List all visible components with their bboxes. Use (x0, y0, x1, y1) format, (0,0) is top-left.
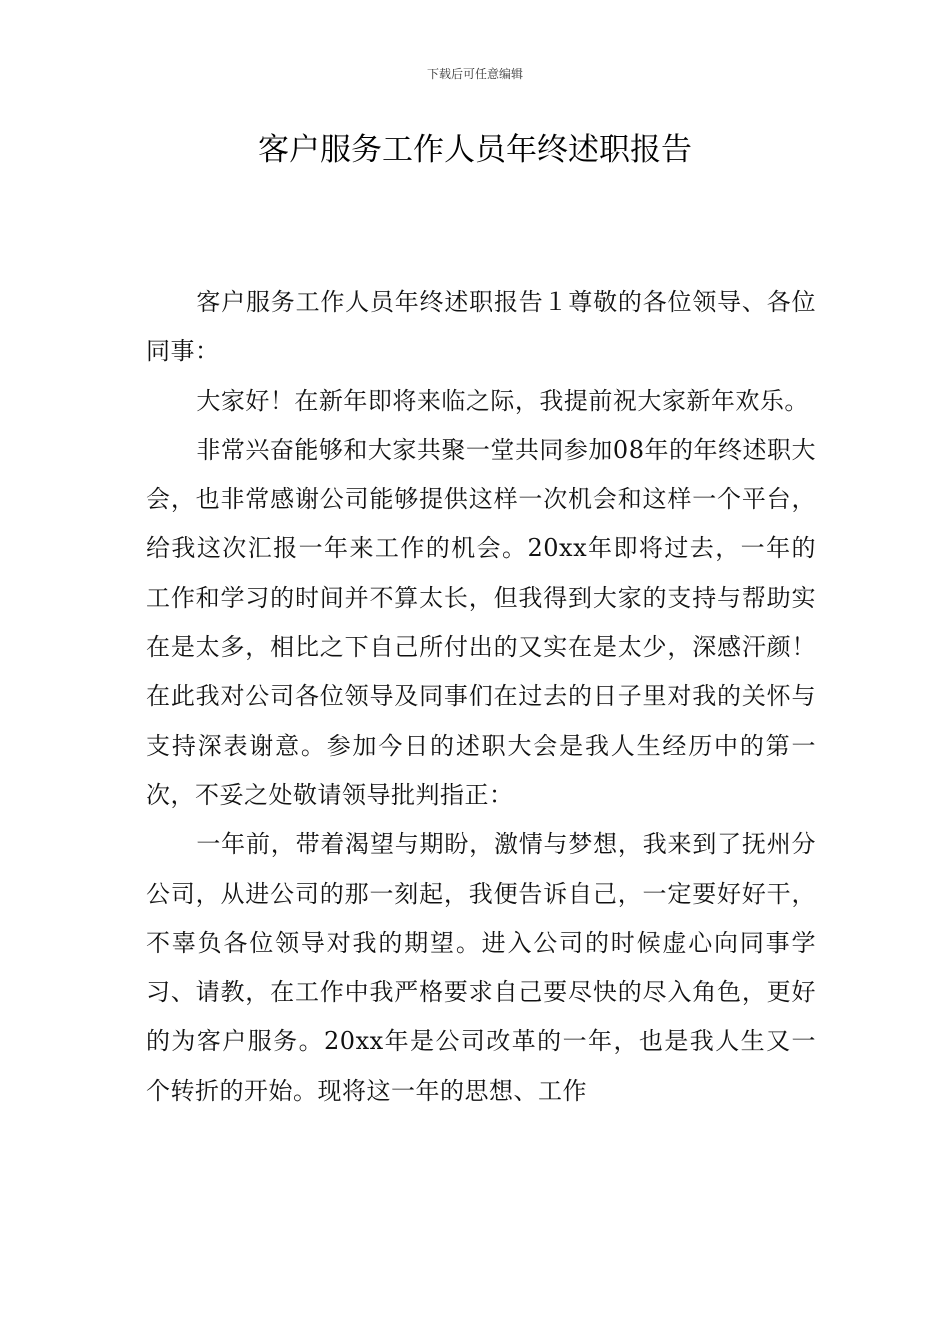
header-note: 下载后可任意编辑 (426, 67, 523, 81)
document-body (146, 278, 816, 1116)
paragraph-thanks: 非常兴奋能够和大家共聚一堂共同参加08年的年终述职大会，也非常感谢公司能够提供这样一次机会和这样一个平台，给我这次汇报一年来工作的机会。20xx年即将过去，一年的工作和学习的时间并不算太长，但我得到大家的支持与帮助实在是太多，相比之下自己所付出的又实在是太少，深感汗颜！在此我对公司各位领导及同事们在过去的日子里对我的关怀与支持深表谢意。参加今日的述职大会是我人生经历中的第一次，不妥之处敬请领导批判指正： (146, 435, 816, 809)
paragraph-year-review: 一年前，带着渴望与期盼，激情与梦想，我来到了抚州分公司，从进公司的那一刻起，我便告诉自己，一定要好好干，不辜负各位领导对我的期望。进入公司的时候虚心向同事学习、请教，在工作中我严格要求自己要尽快的尽入角色，更好的为客户服务。20xx年是公司改革的一年，也是我人生又一个转折的开始。现将这一年的思想、工作 (146, 830, 816, 1105)
paragraph-greeting: 客户服务工作人员年终述职报告１尊敬的各位领导、各位同事： (146, 288, 816, 366)
document-title: 客户服务工作人员年终述职报告 (258, 132, 692, 168)
paragraph-new-year-wish: 大家好！在新年即将来临之际，我提前祝大家新年欢乐。 (196, 386, 809, 415)
